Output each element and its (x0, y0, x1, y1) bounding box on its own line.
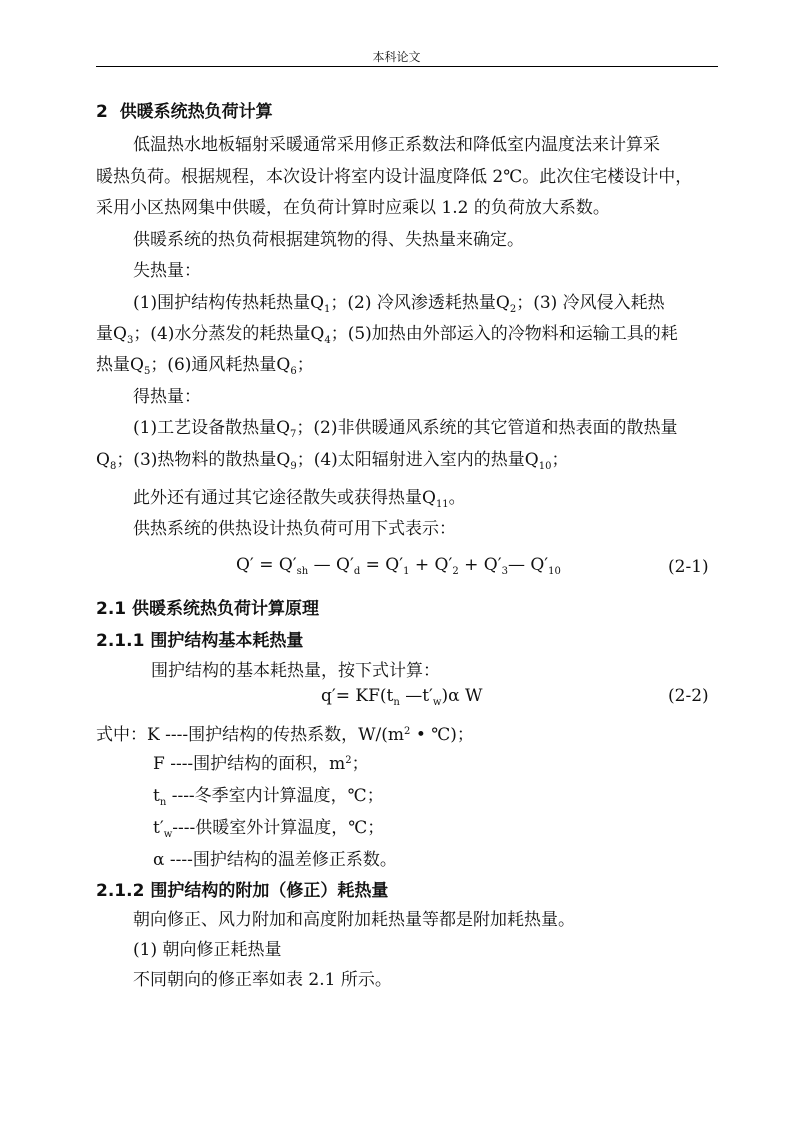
intro-line-3: 采用小区热网集中供暖，在负荷计算时应乘以 1.2 的负荷放大系数。 (96, 198, 610, 218)
def-tn: $t_n$ ----冬季室内计算温度，℃； (153, 786, 384, 808)
section-title: 供暖系统热负荷计算 (119, 102, 273, 122)
equation-2-1-number: (2-1) (668, 557, 709, 577)
section-heading (96, 97, 273, 122)
section-number: 2 (96, 102, 108, 122)
subsection-2-1-2-line-2: (1) 朝向修正耗热量 (133, 940, 282, 960)
intro-line-4: 供暖系统的热负荷根据建筑物的得、失热量来确定。 (133, 230, 524, 250)
heat-gain-line-1: (1)工艺设备散热量$Q_7$；(2)非供暖通风系统的其它管道和热表面的散热量 (133, 418, 678, 440)
def-alpha: α ----围护结构的温差修正系数。 (153, 850, 397, 870)
intro-line-2: 暖热负荷。根据规程，本次设计将室内设计温度降低 2℃。此次住宅楼设计中， (96, 167, 693, 187)
def-f: F ----围护结构的面积，$m^2$； (153, 754, 369, 774)
equation-2-2: $q'= KF(t_n$ $—t'_w)\alpha$ W (321, 686, 483, 708)
subsection-2-1-2-line-3: 不同朝向的修正率如表 2.1 所示。 (133, 970, 392, 990)
subsection-2-1-1-title: 2.1.1 围护结构基本耗热量 (96, 631, 304, 651)
def-tw: $t'_w----$供暖室外计算温度，℃； (153, 818, 385, 840)
def-k: 式中：K ----围护结构的传热系数，$W/(m^2$ • ℃)； (96, 725, 474, 745)
subsection-2-1-1-text: 围护结构的基本耗热量，按下式计算： (151, 661, 440, 681)
intro-line-1: 低温热水地板辐射采暖通常采用修正系数法和降低室内温度法来计算采 (133, 135, 660, 155)
subsection-2-1-2-line-1: 朝向修正、风力附加和高度附加耗热量等都是附加耗热量。 (133, 910, 575, 930)
header-rule (96, 66, 718, 67)
heat-loss-line-2: 量$Q_3$；(4)水分蒸发的耗热量$Q_4$；(5)加热由外部运入的冷物料和运输工具的耗 (96, 324, 678, 346)
heat-loss-line-1: (1)围护结构传热耗热量$Q_1$；(2) 冷风渗透耗热量$Q_2$；(3) 冷风侵入耗热 (133, 293, 665, 315)
equation-2-1: $Q' = Q'_{sh}$ — $Q'_d = Q'_1 + Q'_2$ + $Q'_3—$ $Q'_{10}$ (236, 555, 561, 577)
heat-gain-line-2: $Q_8$；(3)热物料的散热量$Q_9$；(4)太阳辐射进入室内的热量$Q_{10}$； (96, 450, 569, 472)
heat-gain-line-3: 此外还有通过其它途径散失或获得热量$Q_{11}$。 (133, 488, 466, 510)
subsection-2-1-2-title: 2.1.2 围护结构的附加（修正）耗热量 (96, 881, 389, 901)
heat-loss-heading: 失热量： (133, 261, 201, 281)
heat-gain-line-4: 供热系统的供热设计热负荷可用下式表示： (133, 519, 456, 539)
heat-loss-line-3: 热量$Q_5$；(6)通风耗热量$Q_6$； (96, 355, 314, 377)
subsection-2-1-title: 2.1 供暖系统热负荷计算原理 (96, 599, 320, 619)
page-header: 本科论文 (372, 50, 421, 64)
heat-gain-heading: 得热量： (133, 387, 201, 407)
equation-2-2-number: (2-2) (668, 686, 709, 706)
